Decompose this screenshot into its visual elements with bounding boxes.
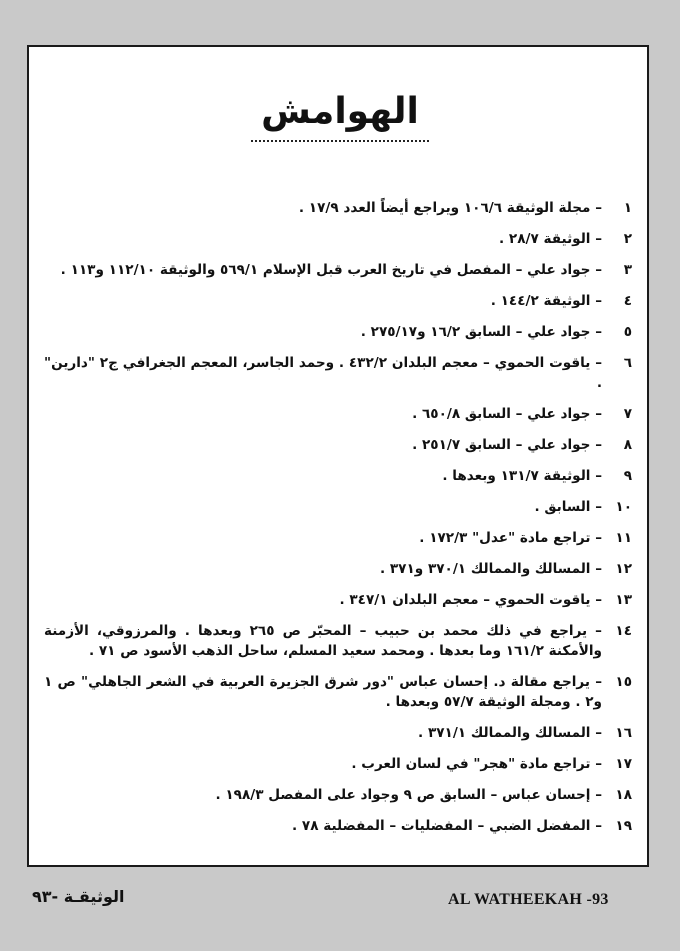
- footnote-number: ٩: [623, 468, 632, 484]
- footnote-number: ٥: [623, 324, 632, 340]
- footnote-number: ١٠: [615, 499, 632, 515]
- page-title: الهوامش: [251, 88, 429, 142]
- page-title-wrap: [0, 88, 680, 142]
- footnote-item: [44, 816, 632, 836]
- footnote-item: [44, 723, 632, 743]
- footnote-text: – جواد علي – السابق ١٦/٢ و٢٧٥/١٧ .: [360, 324, 602, 340]
- footnote-text: – السابق .: [534, 499, 602, 515]
- footnote-text: – جواد علي – المفصل في تاريخ العرب قبل الإسلام ٥٦٩/١ والوثيقة ١١٢/١٠ و١١٣ .: [60, 262, 602, 278]
- footnote-item: [44, 590, 632, 610]
- footnote-text: – ياقوت الحموي – معجم البلدان ٣٤٧/١ .: [339, 592, 602, 608]
- footnote-number: ٦: [623, 355, 632, 371]
- footnote-item: [44, 353, 632, 393]
- footnote-number: ١٥: [615, 674, 632, 690]
- footnote-item: [44, 754, 632, 774]
- footer-page-label-arabic: الوثيقـة -٩٣: [32, 887, 125, 906]
- footnote-item: [44, 672, 632, 712]
- footnote-number: ٣: [623, 262, 632, 278]
- footnote-number: ١٦: [615, 725, 632, 741]
- footnote-number: ٧: [623, 406, 632, 422]
- footnote-number: ١٤: [615, 623, 632, 639]
- footer-page-label-latin: AL WATHEEKAH -93: [448, 891, 609, 908]
- footnote-text: – المفضل الضبي – المفضليات – المفضلية ٧٨ .: [292, 818, 602, 834]
- footnote-item: [44, 404, 632, 424]
- footnote-text: – مجلة الوثيقة ١٠٦/٦ ويراجع أيضاً العدد ١٧/٩ .: [298, 200, 602, 216]
- footnote-text: – تراجع مادة "هجر" في لسان العرب .: [351, 756, 602, 772]
- footnote-number: ٨: [623, 437, 632, 453]
- footnote-text: – ياقوت الحموي – معجم البلدان ٤٣٢/٢ . وحمد الجاسر، المعجم الجغرافي ج٢ "دارين" .: [44, 355, 603, 391]
- footnote-item: [44, 229, 632, 249]
- footnote-number: ١١: [615, 530, 632, 546]
- footnote-number: ١٣: [615, 592, 632, 608]
- footnote-text: – يراجع في ذلك محمد بن حبيب – المحبّر ص ٢٦٥ وبعدها . والمرزوقي، الأزمنة والأمكنة ١٦١/٢ وما بعدها . ومحمد سعيد المسلم، ساحل الذهب الأسود ص ٧١ .: [44, 623, 602, 659]
- footnote-text: – إحسان عباس – السابق ص ٩ وجواد على المفصل ١٩٨/٣ .: [215, 787, 602, 803]
- footnote-number: ١: [623, 200, 632, 216]
- footnote-text: – جواد علي – السابق ٢٥١/٧ .: [412, 437, 602, 453]
- footnote-item: [44, 466, 632, 486]
- footnote-text: – تراجع مادة "عدل" ١٧٢/٣ .: [419, 530, 602, 546]
- footnote-number: ١٧: [615, 756, 632, 772]
- footnote-item: [44, 435, 632, 455]
- footnote-number: ١٢: [615, 561, 632, 577]
- footnote-number: ١٨: [615, 787, 632, 803]
- footnote-item: [44, 260, 632, 280]
- footnote-text: – المسالك والممالك ٣٧١/١ .: [418, 725, 602, 741]
- footnote-item: [44, 621, 632, 661]
- footnote-item: [44, 198, 632, 218]
- footnote-item: [44, 559, 632, 579]
- footnote-item: [44, 291, 632, 311]
- footnote-number: ٢: [623, 231, 632, 247]
- footnote-text: – جواد علي – السابق ٦٥٠/٨ .: [412, 406, 602, 422]
- footnote-item: [44, 322, 632, 342]
- footnote-text: – الوثيقة ١٣١/٧ وبعدها .: [442, 468, 602, 484]
- footnote-item: [44, 785, 632, 805]
- footnote-text: – الوثيقة ٢٨/٧ .: [499, 231, 602, 247]
- footnote-text: – يراجع مقالة د. إحسان عباس "دور شرق الجزيرة العربية في الشعر الجاهلي" ص ١ و٢ . ومجلة الوثيقة ٥٧/٧ وبعدها .: [44, 674, 602, 710]
- footnote-number: ٤: [623, 293, 632, 309]
- footnote-text: – الوثيقة ١٤٤/٢ .: [490, 293, 602, 309]
- footnote-text: – المسالك والممالك ٣٧٠/١ و٣٧١ .: [379, 561, 602, 577]
- footnote-item: [44, 497, 632, 517]
- footnotes-list: [44, 198, 632, 836]
- footnote-item: [44, 528, 632, 548]
- footnote-number: ١٩: [615, 818, 632, 834]
